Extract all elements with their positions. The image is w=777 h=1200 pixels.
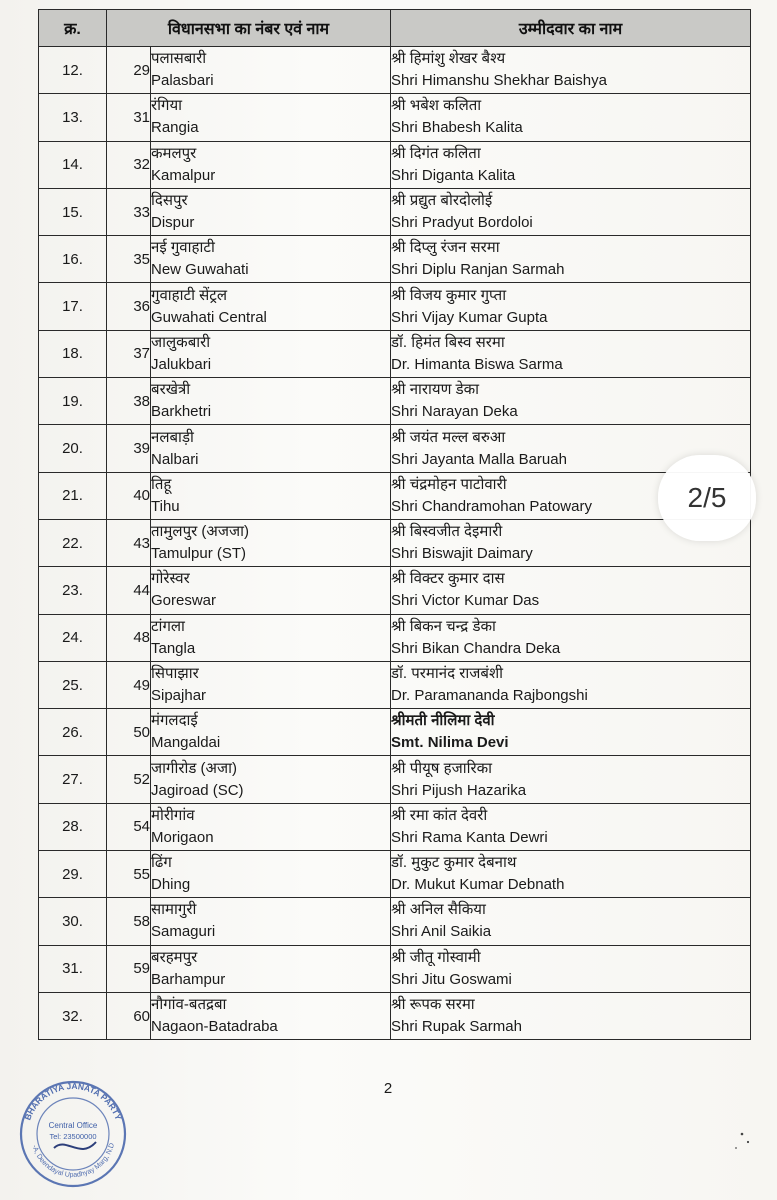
- table-row: [39, 567, 751, 614]
- constituency-number: 59: [107, 945, 151, 992]
- candidate-name: [391, 188, 751, 235]
- candidate-name: [391, 803, 751, 850]
- svg-text:BHARATIYA JANATA PARTY: BHARATIYA JANATA PARTY: [22, 1080, 124, 1122]
- constituency-name-hindi: सिपाझार: [151, 665, 199, 682]
- page-number: 2: [383, 1080, 393, 1097]
- candidate-name: [391, 661, 751, 708]
- table-row: [39, 236, 751, 283]
- row-serial-number: 26.: [39, 709, 107, 756]
- candidate-name-hindi: श्री चंद्रमोहन पाटोवारी: [391, 475, 507, 493]
- candidate-name: [391, 283, 751, 330]
- row-serial-number: 15.: [39, 188, 107, 235]
- table-row: [39, 851, 751, 898]
- constituency-name-hindi: तिहू: [151, 475, 172, 493]
- candidate-name-hindi: श्री हिमांशु शेखर बैश्य: [391, 50, 506, 68]
- constituency-name-english: Nalbari: [151, 450, 199, 468]
- constituency-number: 52: [107, 756, 151, 803]
- table-row: [39, 661, 751, 708]
- table-row: [39, 519, 751, 566]
- constituency-name-hindi: गुवाहाटी सेंट्रल: [151, 286, 228, 304]
- row-serial-number: 20.: [39, 425, 107, 472]
- table-row: [39, 756, 751, 803]
- candidate-name-english: Shri Jayanta Malla Baruah: [391, 450, 567, 468]
- constituency-name: [151, 945, 391, 992]
- candidate-name-english: Shri Rupak Sarmah: [391, 1018, 522, 1036]
- constituency-name-hindi: जालुकबारी: [151, 333, 211, 351]
- candidate-name: [391, 236, 751, 283]
- constituency-number: 54: [107, 803, 151, 850]
- candidate-name-english: Shri Bikan Chandra Deka: [391, 639, 561, 657]
- constituency-number: 60: [107, 992, 151, 1039]
- row-serial-number: 14.: [39, 141, 107, 188]
- constituency-name-english: New Guwahati: [151, 261, 249, 279]
- constituency-name-english: Samaguri: [151, 923, 216, 941]
- candidate-name-english: Shri Himanshu Shekhar Baishya: [391, 72, 607, 90]
- candidate-name: [391, 709, 751, 756]
- constituency-name: [151, 188, 391, 235]
- candidate-name: [391, 330, 751, 377]
- table-row: [39, 425, 751, 472]
- constituency-name-hindi: ढिंग: [151, 854, 172, 872]
- header-constituency: विधानसभा का नंबर एवं नाम: [107, 10, 391, 47]
- constituency-number: 36: [107, 283, 151, 330]
- constituency-number: 55: [107, 851, 151, 898]
- constituency-number: 33: [107, 188, 151, 235]
- candidate-name-english: Shri Bhabesh Kalita: [391, 119, 523, 137]
- candidate-name-english: Shri Rama Kanta Dewri: [391, 828, 548, 846]
- constituency-name-hindi: नई गुवाहाटी: [151, 239, 215, 257]
- constituency-number: 37: [107, 330, 151, 377]
- constituency-name: [151, 472, 391, 519]
- candidate-name-hindi: श्री विक्टर कुमार दास: [391, 570, 505, 588]
- row-serial-number: 30.: [39, 898, 107, 945]
- table-row: [39, 803, 751, 850]
- candidate-name: [391, 945, 751, 992]
- constituency-name-english: Guwahati Central: [151, 308, 267, 326]
- candidate-name-hindi: श्री प्रद्युत बोरदोलोई: [391, 192, 493, 210]
- table-row: [39, 992, 751, 1039]
- candidate-name: [391, 94, 751, 141]
- svg-text:Tel: 23500000: Tel: 23500000: [49, 1132, 97, 1141]
- table-row: [39, 94, 751, 141]
- candidate-name-hindi: श्री बिस्वजीत देइमारी: [391, 523, 503, 541]
- header-candidate: उम्मीदवार का नाम: [391, 10, 751, 47]
- scan-specks: [730, 1124, 760, 1154]
- row-serial-number: 22.: [39, 519, 107, 566]
- candidate-name: [391, 851, 751, 898]
- row-serial-number: 12.: [39, 47, 107, 94]
- constituency-number: 43: [107, 519, 151, 566]
- constituency-name: [151, 661, 391, 708]
- candidate-name-english: Shri Pradyut Bordoloi: [391, 214, 533, 232]
- constituency-name: [151, 94, 391, 141]
- constituency-name-english: Goreswar: [151, 592, 217, 610]
- row-serial-number: 25.: [39, 661, 107, 708]
- candidate-name-english: Dr. Himanta Biswa Sarma: [391, 355, 563, 373]
- constituency-name-hindi: मंगलदाई: [151, 712, 198, 730]
- candidate-name-english: Shri Pijush Hazarika: [391, 781, 527, 799]
- row-serial-number: 28.: [39, 803, 107, 850]
- constituency-number: 32: [107, 141, 151, 188]
- candidate-name-english: Shri Anil Saikia: [391, 923, 492, 941]
- table-row: [39, 283, 751, 330]
- candidate-name: [391, 141, 751, 188]
- constituency-number: 58: [107, 898, 151, 945]
- row-serial-number: 17.: [39, 283, 107, 330]
- constituency-name-english: Jalukbari: [151, 355, 212, 373]
- constituency-name-hindi: मोरीगांव: [151, 806, 195, 824]
- candidate-name: [391, 567, 751, 614]
- row-serial-number: 16.: [39, 236, 107, 283]
- page-indicator-badge[interactable]: 2/5: [658, 455, 756, 541]
- constituency-number: 39: [107, 425, 151, 472]
- table-row: [39, 614, 751, 661]
- constituency-name-hindi: सामागुरी: [151, 901, 197, 919]
- svg-text:Central Office: Central Office: [48, 1121, 98, 1130]
- constituency-name-hindi: बरखेत्री: [151, 381, 191, 399]
- constituency-name-english: Tangla: [151, 639, 196, 657]
- candidate-name-english: Shri Jitu Goswami: [391, 970, 512, 988]
- constituency-number: 31: [107, 94, 151, 141]
- candidate-name-hindi: श्री विजय कुमार गुप्ता: [391, 286, 507, 304]
- candidate-name-hindi: श्री रमा कांत देवरी: [391, 806, 488, 824]
- constituency-name-hindi: नौगांव-बतद्रबा: [151, 996, 227, 1014]
- constituency-name-english: Nagaon-Batadraba: [151, 1018, 278, 1036]
- candidate-name: [391, 614, 751, 661]
- constituency-name: [151, 898, 391, 945]
- table-row: [39, 141, 751, 188]
- constituency-name-english: Dhing: [151, 876, 191, 894]
- candidate-name: [391, 378, 751, 425]
- candidate-name: [391, 47, 751, 94]
- constituency-name: [151, 425, 391, 472]
- candidate-name-hindi: डॉ. परमानंद राजबंशी: [391, 665, 504, 682]
- row-serial-number: 31.: [39, 945, 107, 992]
- candidate-name-english: Shri Diplu Ranjan Sarmah: [391, 261, 565, 279]
- constituency-number: 35: [107, 236, 151, 283]
- table-row: [39, 188, 751, 235]
- constituency-name: [151, 709, 391, 756]
- constituency-name: [151, 992, 391, 1039]
- row-serial-number: 32.: [39, 992, 107, 1039]
- constituency-name-english: Mangaldai: [151, 734, 221, 752]
- candidate-name-hindi: श्री नारायण डेका: [391, 381, 480, 399]
- row-serial-number: 27.: [39, 756, 107, 803]
- constituency-name-english: Barhampur: [151, 970, 226, 988]
- candidate-name-hindi: श्री अनिल सैकिया: [391, 901, 486, 919]
- constituency-name-hindi: गोरेस्वर: [151, 570, 190, 588]
- candidate-name-english: Shri Biswajit Daimary: [391, 545, 533, 563]
- constituency-name-hindi: तामुलपुर (अजजा): [151, 523, 249, 541]
- constituency-name: [151, 851, 391, 898]
- constituency-name: [151, 141, 391, 188]
- constituency-name: [151, 567, 391, 614]
- candidate-name-hindi: श्री दिप्लु रंजन सरमा: [391, 239, 500, 257]
- constituency-number: 29: [107, 47, 151, 94]
- table-header-row: [39, 10, 751, 47]
- svg-text:6-A, Deendayal Upadhyay Marg,: -A, Deendayal Upadhyay Marg, N.D: [30, 1142, 117, 1179]
- candidate-name-hindi: श्रीमती नीलिमा देवी: [391, 712, 495, 730]
- candidate-name-english: Shri Victor Kumar Das: [391, 592, 540, 610]
- candidate-name-hindi: श्री रूपक सरमा: [391, 996, 475, 1014]
- constituency-number: 44: [107, 567, 151, 614]
- constituency-name: [151, 614, 391, 661]
- constituency-name-hindi: दिसपुर: [151, 192, 188, 210]
- candidate-name-hindi: श्री बिकन चन्द्र डेका: [391, 617, 496, 635]
- table-row: [39, 709, 751, 756]
- table-row: [39, 898, 751, 945]
- candidate-name-english: Shri Chandramohan Patowary: [391, 497, 592, 515]
- constituency-name-hindi: टांगला: [151, 617, 185, 635]
- constituency-name-hindi: रंगिया: [151, 97, 183, 115]
- constituency-name: [151, 803, 391, 850]
- constituency-name: [151, 47, 391, 94]
- constituency-name: [151, 378, 391, 425]
- row-serial-number: 18.: [39, 330, 107, 377]
- constituency-number: 50: [107, 709, 151, 756]
- constituency-name-english: Kamalpur: [151, 166, 216, 184]
- constituency-name-english: Dispur: [151, 214, 195, 232]
- constituency-name-hindi: बरहमपुर: [151, 948, 198, 966]
- candidate-name-hindi: डॉ. मुकुट कुमार देबनाथ: [391, 854, 517, 872]
- constituency-name: [151, 519, 391, 566]
- constituency-name-hindi: पलासबारी: [151, 50, 207, 68]
- constituency-name-english: Morigaon: [151, 828, 214, 846]
- constituency-name: [151, 330, 391, 377]
- constituency-name-hindi: नलबाड़ी: [151, 428, 194, 446]
- candidate-name-hindi: श्री जीतू गोस्वामी: [391, 948, 481, 966]
- constituency-number: 49: [107, 661, 151, 708]
- candidate-name: [391, 756, 751, 803]
- table-row: [39, 472, 751, 519]
- table-body: [39, 47, 751, 1040]
- constituency-name-hindi: कमलपुर: [151, 144, 197, 162]
- row-serial-number: 19.: [39, 378, 107, 425]
- candidate-name-hindi: श्री पीयूष हजारिका: [391, 759, 493, 777]
- table-row: [39, 330, 751, 377]
- constituency-name: [151, 236, 391, 283]
- constituency-number: 38: [107, 378, 151, 425]
- candidate-name-english: Shri Vijay Kumar Gupta: [391, 308, 548, 326]
- table-row: [39, 945, 751, 992]
- constituency-name-english: Rangia: [151, 119, 199, 137]
- candidate-name-hindi: श्री दिगंत कलिता: [391, 144, 481, 162]
- constituency-name-english: Barkhetri: [151, 403, 212, 421]
- table-row: [39, 47, 751, 94]
- candidate-name-hindi: श्री भबेश कलिता: [391, 97, 482, 115]
- row-serial-number: 21.: [39, 472, 107, 519]
- candidate-name-english: Dr. Mukut Kumar Debnath: [391, 876, 565, 894]
- constituency-name: [151, 756, 391, 803]
- constituency-name-english: Sipajhar: [151, 687, 207, 704]
- candidate-name-english: Dr. Paramananda Rajbongshi: [391, 687, 588, 704]
- candidate-name: [391, 992, 751, 1039]
- header-sno: क्र.: [39, 10, 107, 47]
- constituency-number: 48: [107, 614, 151, 661]
- candidate-name-english: Smt. Nilima Devi: [391, 734, 509, 752]
- table-row: [39, 378, 751, 425]
- constituency-name-english: Jagiroad (SC): [151, 781, 244, 799]
- row-serial-number: 29.: [39, 851, 107, 898]
- constituency-name-english: Palasbari: [151, 72, 214, 90]
- constituency-name-hindi: जागीरोड (अजा): [151, 759, 238, 777]
- candidate-name-english: Shri Diganta Kalita: [391, 166, 516, 184]
- constituency-name-english: Tihu: [151, 497, 180, 515]
- constituency-name: [151, 283, 391, 330]
- candidate-name: [391, 898, 751, 945]
- signature-scribble: [54, 1142, 96, 1149]
- row-serial-number: 23.: [39, 567, 107, 614]
- candidate-name-hindi: डॉ. हिमंत बिस्व सरमा: [391, 333, 505, 351]
- row-serial-number: 13.: [39, 94, 107, 141]
- candidate-name-hindi: श्री जयंत मल्ल बरुआ: [391, 428, 506, 446]
- constituency-name-english: Tamulpur (ST): [151, 545, 247, 563]
- constituency-number: 40: [107, 472, 151, 519]
- candidate-name-english: Shri Narayan Deka: [391, 403, 518, 421]
- row-serial-number: 24.: [39, 614, 107, 661]
- candidate-table: [38, 9, 751, 1040]
- party-stamp-seal: [14, 1072, 132, 1190]
